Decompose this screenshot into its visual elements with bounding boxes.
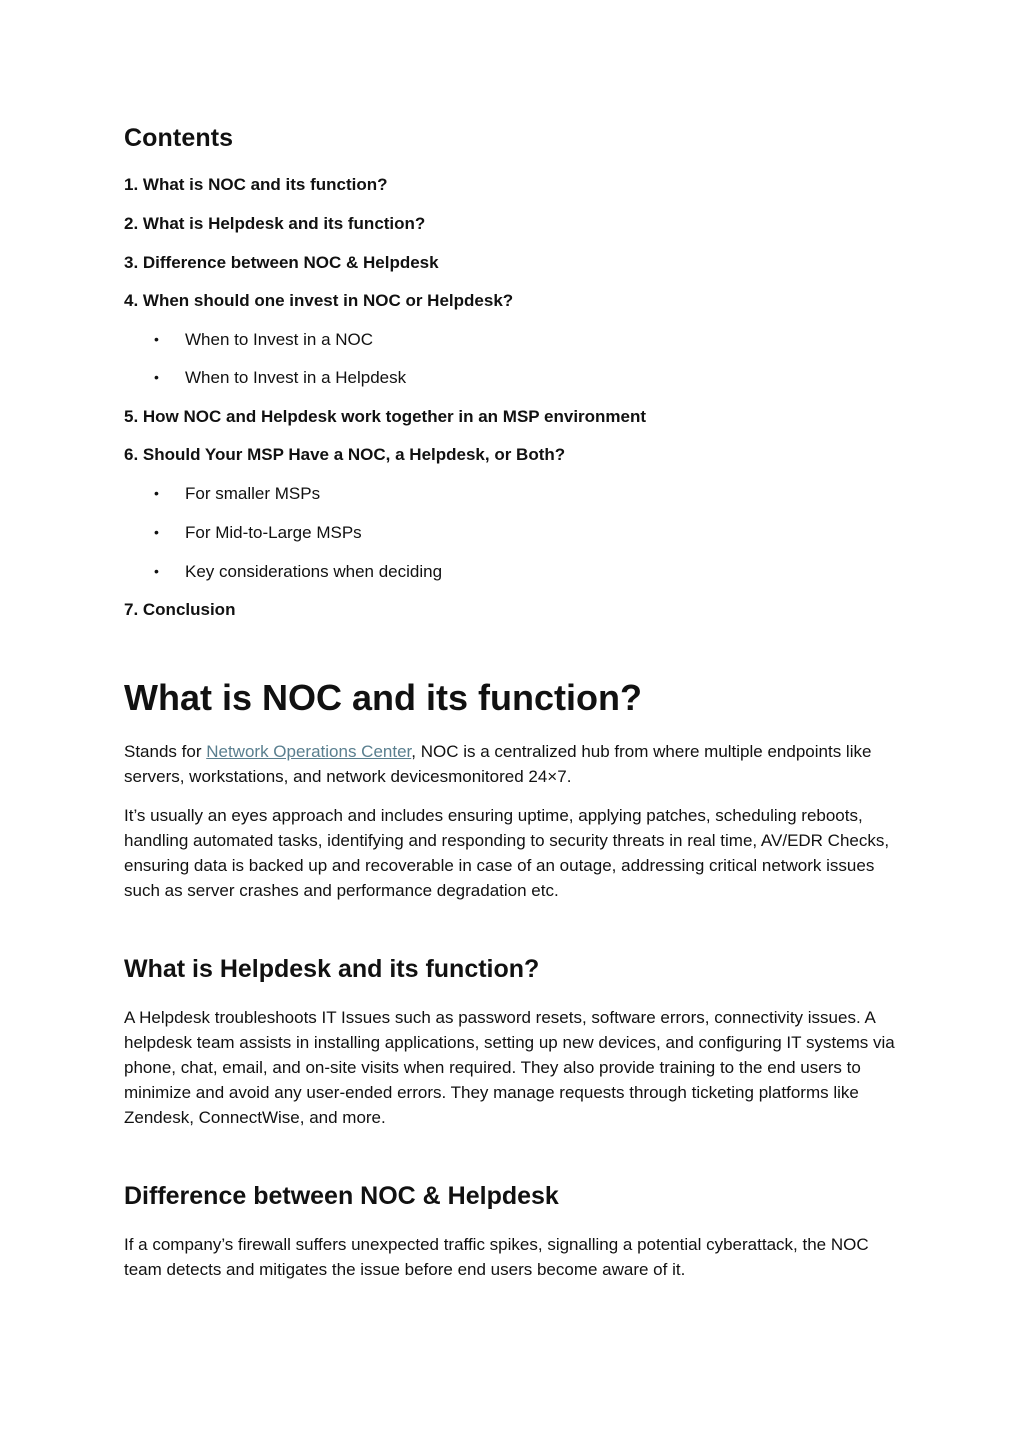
toc-item-3: 3. Difference between NOC & Helpdesk	[124, 253, 439, 272]
noc-paragraph-1	[124, 739, 904, 789]
toc-item-6: 6. Should Your MSP Have a NOC, a Helpdesk, or Both?	[124, 445, 566, 464]
helpdesk-paragraph: A Helpdesk troubleshoots IT Issues such as password resets, software errors, connectivity issues. A helpdesk team assists in installing applications, setting up new devices, and configuring IT systems via phone, chat, email, and on-site visits when required. They also provide training to the end users to minimize and avoid any user-ended errors. They manage requests through ticketing platforms like Zendesk, ConnectWise, and more.	[124, 1008, 895, 1127]
bullet-marker: •	[154, 563, 159, 579]
toc-item-5: 5. How NOC and Helpdesk work together in an MSP environment	[124, 407, 647, 426]
bullet-marker: •	[154, 331, 159, 347]
toc-item-2: 2. What is Helpdesk and its function?	[124, 214, 426, 233]
network-operations-center-link[interactable]: Network Operations Center	[206, 742, 412, 761]
toc-subitem-key-considerations: Key considerations when deciding	[185, 562, 443, 581]
toc-item-7: 7. Conclusion	[124, 600, 236, 619]
bullet-marker: •	[154, 369, 159, 385]
toc-item-4: 4. When should one invest in NOC or Helpdesk?	[124, 291, 514, 310]
noc-paragraph-2: It’s usually an eyes approach and includes ensuring uptime, applying patches, scheduling reboots, handling automated tasks, identifying and responding to security threats in real time, AV/EDR Checks, ensuring data is backed up and recoverable in case of an outage, addressing critical network issues such as server crashes and performance degradation etc.	[124, 806, 890, 900]
contents-heading: Contents	[124, 124, 234, 152]
section-title-noc: What is NOC and its function?	[124, 677, 642, 718]
toc-subitem-invest-helpdesk: When to Invest in a Helpdesk	[185, 368, 407, 387]
toc-subitem-smaller-msps: For smaller MSPs	[185, 484, 321, 503]
noc-p1-prefix: Stands for	[124, 742, 207, 761]
toc-item-1: 1. What is NOC and its function?	[124, 175, 388, 194]
difference-paragraph: If a company’s firewall suffers unexpected traffic spikes, signalling a potential cyberattack, the NOC team detects and mitigates the issue before end users become aware of it.	[124, 1235, 869, 1279]
toc-subitem-mid-large-msps: For Mid-to-Large MSPs	[185, 523, 362, 542]
bullet-marker: •	[154, 524, 159, 540]
section-title-difference: Difference between NOC & Helpdesk	[124, 1182, 559, 1210]
section-title-helpdesk: What is Helpdesk and its function?	[124, 955, 540, 983]
bullet-marker: •	[154, 485, 159, 501]
noc-p1-suffix: , NOC is a centralized hub from where multiple endpoints like servers, workstations, and network devicesmonitored 24×7.	[124, 742, 872, 786]
toc-subitem-invest-noc: When to Invest in a NOC	[185, 330, 374, 349]
